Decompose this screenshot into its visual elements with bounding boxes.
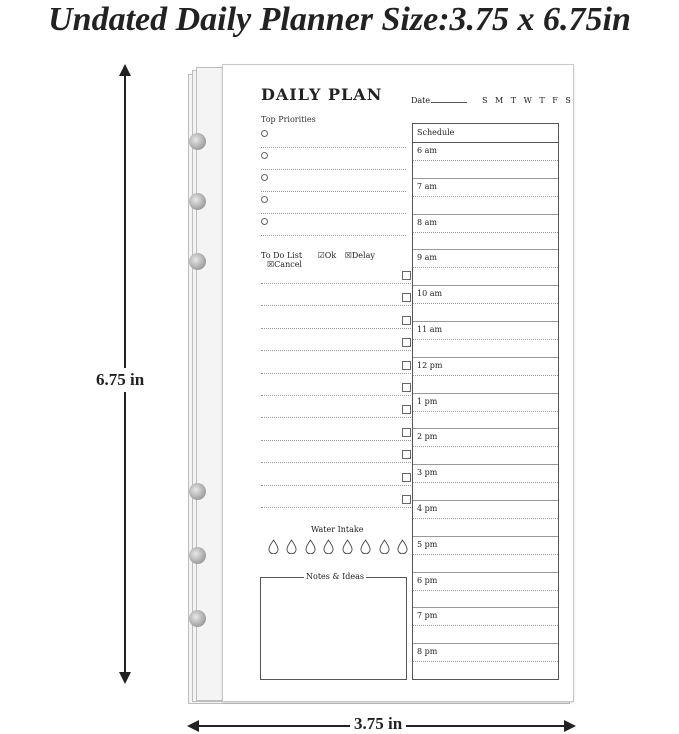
date-underline (431, 102, 467, 103)
top-priorities-label: Top Priorities (261, 115, 316, 124)
todo-row (261, 283, 411, 306)
checkbox-icon (402, 383, 411, 392)
schedule-hour-row (413, 608, 558, 644)
date-label: Date (411, 96, 431, 105)
half-hour-line (413, 339, 558, 340)
todo-row (261, 373, 411, 396)
punch-hole (189, 547, 206, 564)
half-hour-line (413, 160, 558, 161)
hour-label: 6 pm (417, 575, 438, 585)
schedule-hour-row (413, 644, 558, 680)
checkbox-icon (402, 428, 411, 437)
product-headline: Undated Daily Planner Size:3.75 x 6.75in (48, 1, 631, 38)
todo-row (261, 261, 411, 284)
schedule-hour-row (413, 143, 558, 179)
checkbox-icon (402, 405, 411, 414)
hour-label: 10 am (417, 289, 443, 299)
half-hour-line (413, 196, 558, 197)
water-drop-icon (342, 539, 353, 554)
priority-row (261, 147, 406, 170)
schedule-label: Schedule (413, 124, 558, 143)
legend-cancel: ☒Cancel (267, 260, 302, 269)
priority-row (261, 125, 406, 148)
water-drop-icon (268, 539, 279, 554)
water-intake-label: Water Intake (311, 525, 364, 534)
punch-hole (189, 253, 206, 270)
schedule-hour-row (413, 429, 558, 465)
hour-label: 5 pm (417, 539, 438, 549)
schedule-hour-row (413, 501, 558, 537)
half-hour-line (413, 411, 558, 412)
schedule-hour-row (413, 537, 558, 573)
half-hour-line (413, 303, 558, 304)
hour-label: 8 pm (417, 647, 438, 657)
schedule-hour-row (413, 322, 558, 358)
hour-label: 7 am (417, 181, 437, 191)
hour-label: 11 am (417, 324, 443, 334)
legend-ok: ☑Ok (317, 251, 337, 260)
priority-bullet-icon (261, 218, 268, 225)
hour-label: 4 pm (417, 503, 438, 513)
half-hour-line (413, 482, 558, 483)
hour-label: 7 pm (417, 611, 438, 621)
water-drop-icon (397, 539, 408, 554)
checkbox-icon (402, 450, 411, 459)
checkbox-icon (402, 473, 411, 482)
half-hour-line (413, 446, 558, 447)
page-title: DAILY PLAN (261, 85, 383, 104)
hour-label: 1 pm (417, 396, 438, 406)
notes-label: Notes & Ideas (306, 572, 364, 581)
schedule-hour-row (413, 286, 558, 322)
punch-hole (189, 483, 206, 500)
schedule-hour-row (413, 465, 558, 501)
checkbox-icon (402, 316, 411, 325)
half-hour-line (413, 661, 558, 662)
priority-row (261, 191, 406, 214)
todo-row (261, 395, 411, 418)
todo-row (261, 485, 411, 508)
todo-row (261, 463, 411, 486)
half-hour-line (413, 232, 558, 233)
checkbox-icon (402, 495, 411, 504)
half-hour-line (413, 518, 558, 519)
hour-label: 9 am (417, 253, 437, 263)
half-hour-line (413, 267, 558, 268)
todo-row (261, 418, 411, 441)
hour-label: 2 pm (417, 432, 438, 442)
date-field (411, 96, 467, 105)
water-drop-icon (305, 539, 316, 554)
schedule-hour-row (413, 573, 558, 609)
hour-label: 8 am (417, 217, 437, 227)
weekday-letters: S M T W T F S (482, 96, 572, 105)
water-drop-icon (323, 539, 334, 554)
schedule-hour-row (413, 394, 558, 430)
priority-bullet-icon (261, 196, 268, 203)
hour-label: 12 pm (417, 360, 443, 370)
schedule-hour-row (413, 179, 558, 215)
schedule-hour-row (413, 250, 558, 286)
half-hour-line (413, 375, 558, 376)
priority-bullet-icon (261, 174, 268, 181)
water-drop-icon (379, 539, 390, 554)
todo-row (261, 440, 411, 463)
checkbox-icon (402, 293, 411, 302)
water-drops (268, 539, 408, 554)
punch-hole (189, 193, 206, 210)
legend-delay: ☒Delay (344, 251, 375, 260)
priority-bullet-icon (261, 130, 268, 137)
schedule-hours (413, 143, 558, 680)
planner-page (222, 64, 574, 702)
todo-row (261, 306, 411, 329)
hour-label: 3 pm (417, 468, 438, 478)
schedule-hour-row (413, 358, 558, 394)
priority-row (261, 169, 406, 192)
punch-hole (189, 133, 206, 150)
half-hour-line (413, 554, 558, 555)
priority-bullet-icon (261, 152, 268, 159)
hour-label: 6 am (417, 146, 437, 155)
notes-box (260, 572, 407, 680)
water-drop-icon (360, 539, 371, 554)
todo-label: To Do List (261, 251, 303, 260)
punch-hole (189, 610, 206, 627)
half-hour-line (413, 625, 558, 626)
todo-row (261, 351, 411, 374)
schedule-panel (412, 123, 559, 680)
water-drop-icon (286, 539, 297, 554)
height-dimension-label: 6.75 in (96, 368, 144, 392)
half-hour-line (413, 590, 558, 591)
checkbox-icon (402, 271, 411, 280)
width-dimension-label: 3.75 in (350, 714, 406, 734)
todo-row (261, 328, 411, 351)
schedule-hour-row (413, 215, 558, 251)
planner-page-stack (186, 64, 574, 704)
checkbox-icon (402, 338, 411, 347)
checkbox-icon (402, 361, 411, 370)
priority-row (261, 213, 406, 236)
